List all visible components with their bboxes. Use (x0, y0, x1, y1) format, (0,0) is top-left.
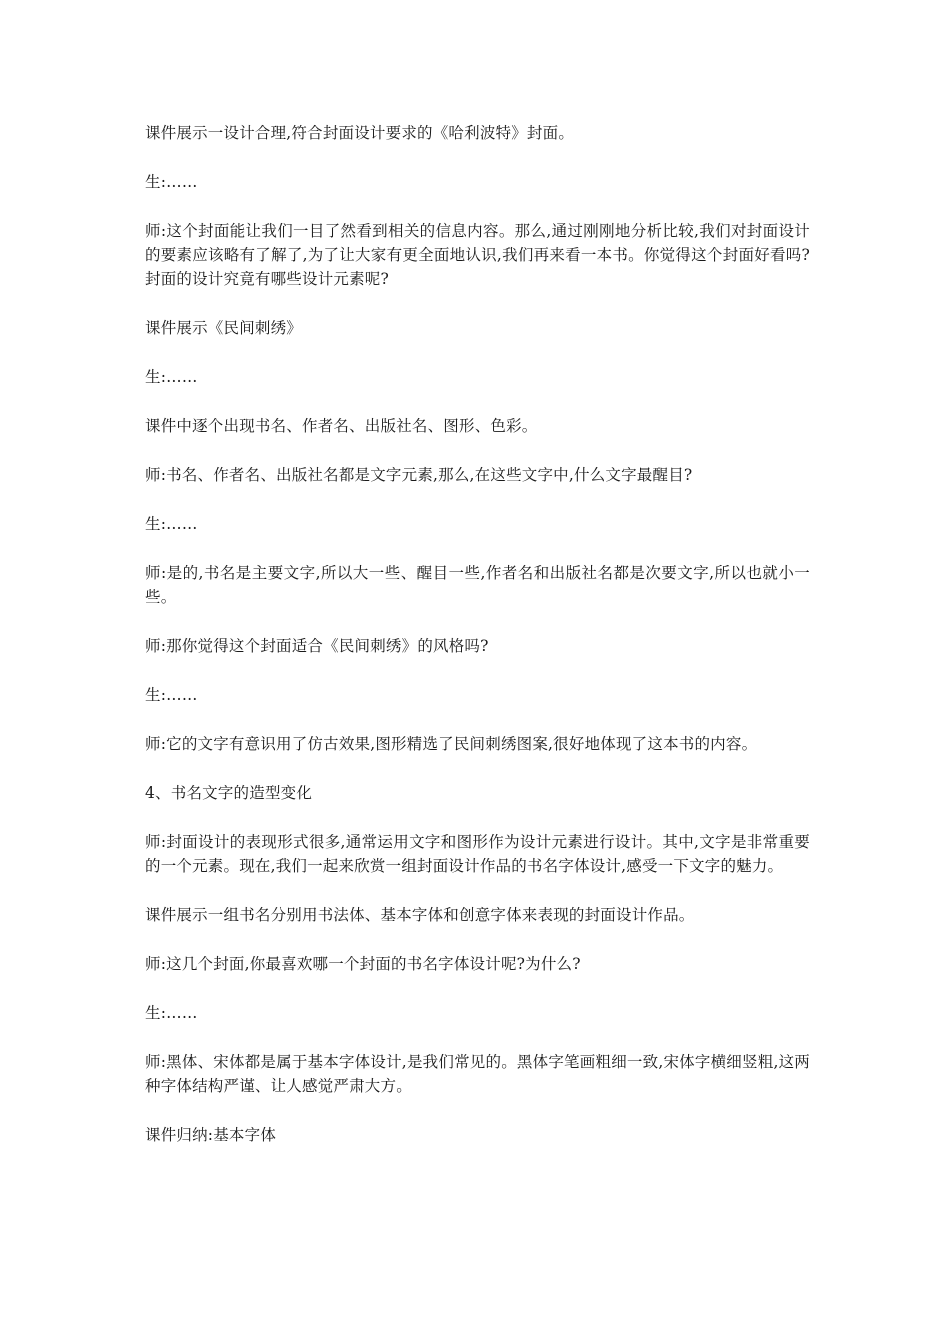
paragraph: 师:这几个封面,你最喜欢哪一个封面的书名字体设计呢?为什么? (145, 955, 581, 973)
paragraph: 课件展示一组书名分别用书法体、基本字体和创意字体来表现的封面设计作品。 (145, 906, 695, 924)
paragraph: 师:那你觉得这个封面适合《民间刺绣》的风格吗? (145, 637, 489, 655)
paragraph: 师:黑体、宋体都是属于基本字体设计,是我们常见的。黑体字笔画粗细一致,宋体字横细竖粗,这两种字体结构严谨、让人感觉严肃大方。 (145, 1053, 810, 1095)
document-body (145, 121, 810, 1147)
paragraph: 师:它的文字有意识用了仿古效果,图形精选了民间刺绣图案,很好地体现了这本书的内容。 (145, 735, 758, 753)
paragraph: 课件中逐个出现书名、作者名、出版社名、图形、色彩。 (145, 417, 538, 435)
paragraph: 生:…… (145, 1004, 198, 1022)
paragraph: 生:…… (145, 686, 198, 704)
paragraph: 课件展示《民间刺绣》 (145, 319, 303, 337)
paragraph: 师:是的,书名是主要文字,所以大一些、醒目一些,作者名和出版社名都是次要文字,所以也就小一些。 (145, 564, 810, 606)
paragraph: 生:…… (145, 515, 198, 533)
paragraph: 生:…… (145, 368, 198, 386)
paragraph: 师:封面设计的表现形式很多,通常运用文字和图形作为设计元素进行设计。其中,文字是非常重要的一个元素。现在,我们一起来欣赏一组封面设计作品的书名字体设计,感受一下文字的魅力。 (145, 833, 810, 875)
paragraph: 生:…… (145, 173, 198, 191)
paragraph: 师:这个封面能让我们一目了然看到相关的信息内容。那么,通过刚刚地分析比较,我们对封面设计的要素应该略有了解了,为了让大家有更全面地认识,我们再来看一本书。你觉得这个封面好看吗?封面的设计究竟有哪些设计元素呢? (145, 222, 810, 288)
section-heading: 4、书名文字的造型变化 (145, 784, 313, 802)
paragraph: 课件展示一设计合理,符合封面设计要求的《哈利波特》封面。 (145, 124, 575, 142)
paragraph: 师:书名、作者名、出版社名都是文字元素,那么,在这些文字中,什么文字最醒目? (145, 466, 693, 484)
paragraph: 课件归纳:基本字体 (145, 1126, 277, 1144)
